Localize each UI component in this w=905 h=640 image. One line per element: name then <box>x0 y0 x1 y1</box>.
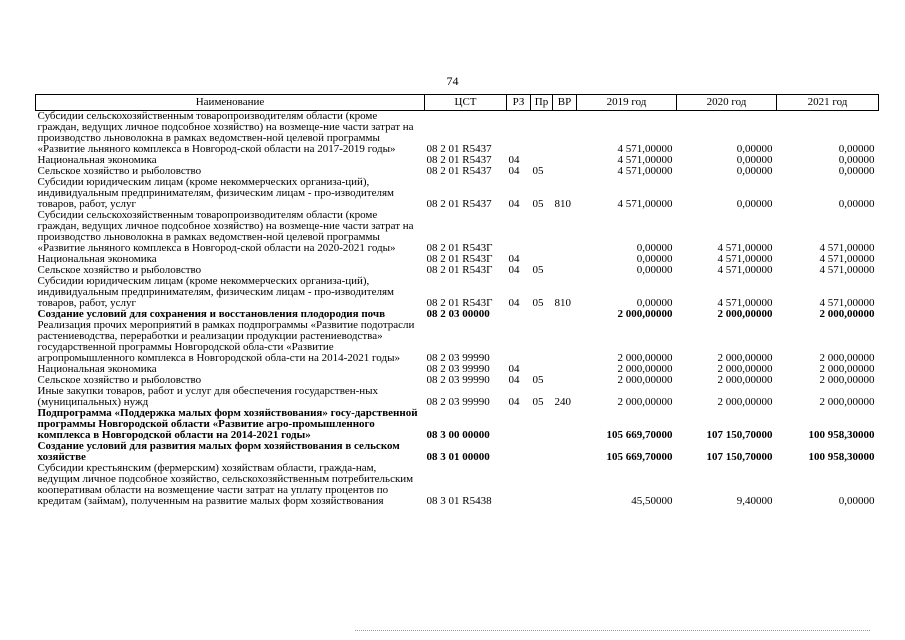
row-name-cell: Иные закупки товаров, работ и услуг для обеспечения государствен-ных (муниципальных) нужд <box>37 385 379 408</box>
row-2019-cell: 4 571,00000 <box>617 143 673 155</box>
row-name-cell: Сельское хозяйство и рыболовство <box>37 264 202 276</box>
row-rz-cell: 04 <box>508 198 520 210</box>
row-pr-cell: 05 <box>532 297 544 309</box>
table-header-row <box>36 95 879 111</box>
row-vr-cell <box>553 111 577 156</box>
row-2021-cell: 4 571,00000 <box>819 242 875 254</box>
row-pr-cell: 05 <box>532 396 544 408</box>
row-2019-cell: 0,00000 <box>636 264 673 276</box>
row-2019-cell: 4 571,00000 <box>617 154 673 166</box>
row-name-cell: Подпрограмма «Поддержка малых форм хозяйствования» госу-дарственной программы Новгородской области «Развитие агро-промышленного комплекса в Новгородской области на 2014-2021 годы» <box>37 407 418 441</box>
row-cst-cell: 08 2 01 R5437 <box>426 143 492 155</box>
row-name-cell: Национальная экономика <box>37 253 157 265</box>
row-2021-cell: 2 000,00000 <box>819 308 875 320</box>
header-cst: ЦСТ <box>425 95 507 111</box>
row-pr-cell: 05 <box>532 165 544 177</box>
row-2021-cell: 0,00000 <box>838 495 875 507</box>
row-cst-cell: 08 3 01 00000 <box>426 451 490 463</box>
table-row <box>36 111 879 156</box>
row-name-cell: Сельское хозяйство и рыболовство <box>37 165 202 177</box>
row-vr-cell <box>553 364 577 375</box>
header-2019: 2019 год <box>577 95 677 111</box>
table-body <box>36 111 879 508</box>
table-row <box>36 441 879 463</box>
budget-table <box>35 94 879 507</box>
row-2021-cell: 0,00000 <box>838 198 875 210</box>
row-2019-cell: 2 000,00000 <box>617 363 673 375</box>
row-pr-cell: 05 <box>532 198 544 210</box>
row-cst-cell: 08 2 01 R543Г <box>426 253 493 265</box>
row-cst-cell: 08 3 00 00000 <box>426 429 490 441</box>
row-rz-cell <box>507 463 531 507</box>
row-2019-cell: 105 669,70000 <box>606 451 673 463</box>
row-2020-cell: 4 571,00000 <box>717 253 773 265</box>
row-rz-cell <box>507 320 531 364</box>
row-name-cell: Создание условий для развития малых форм хозяйствования в сельском хозяйстве <box>37 440 400 463</box>
row-2020-cell: 107 150,70000 <box>706 429 773 441</box>
row-vr-cell <box>553 408 577 441</box>
bottom-rule <box>355 630 870 632</box>
row-2021-cell: 2 000,00000 <box>819 374 875 386</box>
row-rz-cell <box>507 210 531 254</box>
row-rz-cell: 04 <box>508 165 520 177</box>
row-rz-cell: 04 <box>508 374 520 386</box>
row-pr-cell <box>531 111 553 156</box>
row-2021-cell: 2 000,00000 <box>819 363 875 375</box>
row-rz-cell: 04 <box>508 253 520 265</box>
row-2021-cell: 4 571,00000 <box>819 253 875 265</box>
row-rz-cell <box>507 408 531 441</box>
row-name-cell: Сельское хозяйство и рыболовство <box>37 374 202 386</box>
row-vr-cell <box>553 265 577 276</box>
row-pr-cell: 05 <box>532 374 544 386</box>
row-2021-cell: 100 958,30000 <box>808 429 875 441</box>
row-name-cell: Национальная экономика <box>37 363 157 375</box>
row-cst-cell: 08 2 01 R543Г <box>426 264 493 276</box>
row-cst-cell: 08 2 03 99990 <box>426 374 490 386</box>
row-cst-cell: 08 2 01 R5437 <box>426 198 492 210</box>
header-2021: 2021 год <box>777 95 879 111</box>
row-2019-cell: 0,00000 <box>636 253 673 265</box>
row-cst-cell: 08 2 01 R543Г <box>426 297 493 309</box>
row-2020-cell: 9,40000 <box>736 495 773 507</box>
row-2020-cell: 2 000,00000 <box>717 396 773 408</box>
row-rz-cell <box>507 309 531 320</box>
row-cst-cell: 08 2 03 00000 <box>426 308 490 320</box>
row-cst-cell: 08 3 01 R5438 <box>426 495 492 507</box>
row-2019-cell: 2 000,00000 <box>617 352 673 364</box>
row-rz-cell: 04 <box>508 264 520 276</box>
row-2020-cell: 0,00000 <box>736 143 773 155</box>
row-2020-cell: 4 571,00000 <box>717 264 773 276</box>
row-pr-cell <box>531 408 553 441</box>
header-rz: РЗ <box>507 95 531 111</box>
row-2021-cell: 0,00000 <box>838 143 875 155</box>
row-vr-cell <box>553 309 577 320</box>
row-rz-cell <box>507 111 531 156</box>
row-pr-cell <box>531 463 553 507</box>
row-2020-cell: 2 000,00000 <box>717 352 773 364</box>
header-vr: ВР <box>553 95 577 111</box>
row-2019-cell: 4 571,00000 <box>617 198 673 210</box>
row-name-cell: Национальная экономика <box>37 154 157 166</box>
row-2020-cell: 2 000,00000 <box>717 374 773 386</box>
row-vr-cell <box>553 254 577 265</box>
row-vr-cell: 240 <box>554 396 571 408</box>
row-2020-cell: 4 571,00000 <box>717 242 773 254</box>
table-row <box>36 320 879 364</box>
row-rz-cell: 04 <box>508 297 520 309</box>
row-2021-cell: 4 571,00000 <box>819 297 875 309</box>
row-2020-cell: 4 571,00000 <box>717 297 773 309</box>
table-row <box>36 386 879 408</box>
row-vr-cell <box>553 166 577 177</box>
row-vr-cell <box>553 155 577 166</box>
row-2020-cell: 2 000,00000 <box>717 363 773 375</box>
row-pr-cell <box>531 320 553 364</box>
row-cst-cell: 08 2 03 99990 <box>426 352 490 364</box>
table-row <box>36 210 879 254</box>
row-cst-cell: 08 2 03 99990 <box>426 363 490 375</box>
row-2019-cell: 105 669,70000 <box>606 429 673 441</box>
row-vr-cell <box>553 320 577 364</box>
row-cst-cell: 08 2 03 99990 <box>426 396 490 408</box>
row-vr-cell <box>553 463 577 507</box>
row-2021-cell: 100 958,30000 <box>808 451 875 463</box>
row-2019-cell: 45,50000 <box>631 495 673 507</box>
row-rz-cell: 04 <box>508 396 520 408</box>
row-2020-cell: 107 150,70000 <box>706 451 773 463</box>
table-row <box>36 408 879 441</box>
row-2019-cell: 0,00000 <box>636 242 673 254</box>
header-2020: 2020 год <box>677 95 777 111</box>
page-number: 74 <box>446 74 459 88</box>
header-pr: Пр <box>531 95 553 111</box>
row-2021-cell: 4 571,00000 <box>819 264 875 276</box>
row-2021-cell: 2 000,00000 <box>819 352 875 364</box>
row-name-cell: Субсидии крестьянским (фермерским) хозяйствам области, гражда-нам, ведущим личное подсобное хозяйство, сельскохозяйственным потребительским кооперативам области на возмещение части затрат на уплату процентов по кредитам (займам), полученным на развитие малых форм хозяйствования <box>37 462 414 507</box>
row-pr-cell <box>531 309 553 320</box>
table-row <box>36 177 879 210</box>
row-pr-cell: 05 <box>532 264 544 276</box>
row-rz-cell <box>507 441 531 463</box>
row-vr-cell: 810 <box>554 297 571 309</box>
row-2020-cell: 0,00000 <box>736 154 773 166</box>
row-pr-cell <box>531 210 553 254</box>
row-rz-cell: 04 <box>508 154 520 166</box>
row-name-cell: Субсидии юридическим лицам (кроме некоммерческих организа-ций), индивидуальным предпринимателям, физическим лицам - про-изводителям товаров, работ, услуг <box>37 275 395 309</box>
row-name-cell: Субсидии юридическим лицам (кроме некоммерческих организа-ций), индивидуальным предпринимателям, физическим лицам - про-изводителям товаров, работ, услуг <box>37 176 395 210</box>
row-2019-cell: 2 000,00000 <box>617 374 673 386</box>
row-2021-cell: 0,00000 <box>838 154 875 166</box>
table-row <box>36 276 879 309</box>
row-vr-cell: 810 <box>554 198 571 210</box>
row-2019-cell: 4 571,00000 <box>617 165 673 177</box>
row-cst-cell: 08 2 01 R543Г <box>426 242 493 254</box>
row-vr-cell <box>553 375 577 386</box>
row-2019-cell: 0,00000 <box>636 297 673 309</box>
row-2020-cell: 2 000,00000 <box>717 308 773 320</box>
table-row <box>36 463 879 507</box>
row-2020-cell: 0,00000 <box>736 198 773 210</box>
row-name-cell: Реализация прочих мероприятий в рамках подпрограммы «Развитие подотрасли растениеводства, переработки и реализации продукции растениеводства» государственной программы Новгородской обла-сти «Развитие агропромышленного комплекса в Новгородской обла-сти на 2014-2021 годы» <box>37 319 415 364</box>
row-2021-cell: 2 000,00000 <box>819 396 875 408</box>
row-2019-cell: 2 000,00000 <box>617 396 673 408</box>
header-name: Наименование <box>36 95 425 111</box>
row-name-cell: Субсидии сельскохозяйственным товаропроизводителям области (кроме граждан, ведущих личное подсобное хозяйство) на возмеще-ние части затрат на производство льноволокна в рамках ведомствен-ной целевой программы «Развитие льняного комплекса в Новгород-ской области на 2020-2021 годы» <box>37 209 414 254</box>
row-name-cell: Создание условий для сохранения и восстановления плодородия почв <box>37 308 386 320</box>
row-2021-cell: 0,00000 <box>838 165 875 177</box>
row-cst-cell: 08 2 01 R5437 <box>426 165 492 177</box>
row-rz-cell: 04 <box>508 363 520 375</box>
row-2020-cell: 0,00000 <box>736 165 773 177</box>
row-name-cell: Субсидии сельскохозяйственным товаропроизводителям области (кроме граждан, ведущих личное подсобное хозяйство) на возмеще-ние части затрат на производство льноволокна в рамках ведомствен-ной целевой программы «Развитие льняного комплекса в Новгород-ской области на 2017-2019 годы» <box>37 110 414 155</box>
row-cst-cell: 08 2 01 R5437 <box>426 154 492 166</box>
row-vr-cell <box>553 210 577 254</box>
row-pr-cell <box>531 441 553 463</box>
row-vr-cell <box>553 441 577 463</box>
row-2019-cell: 2 000,00000 <box>617 308 673 320</box>
